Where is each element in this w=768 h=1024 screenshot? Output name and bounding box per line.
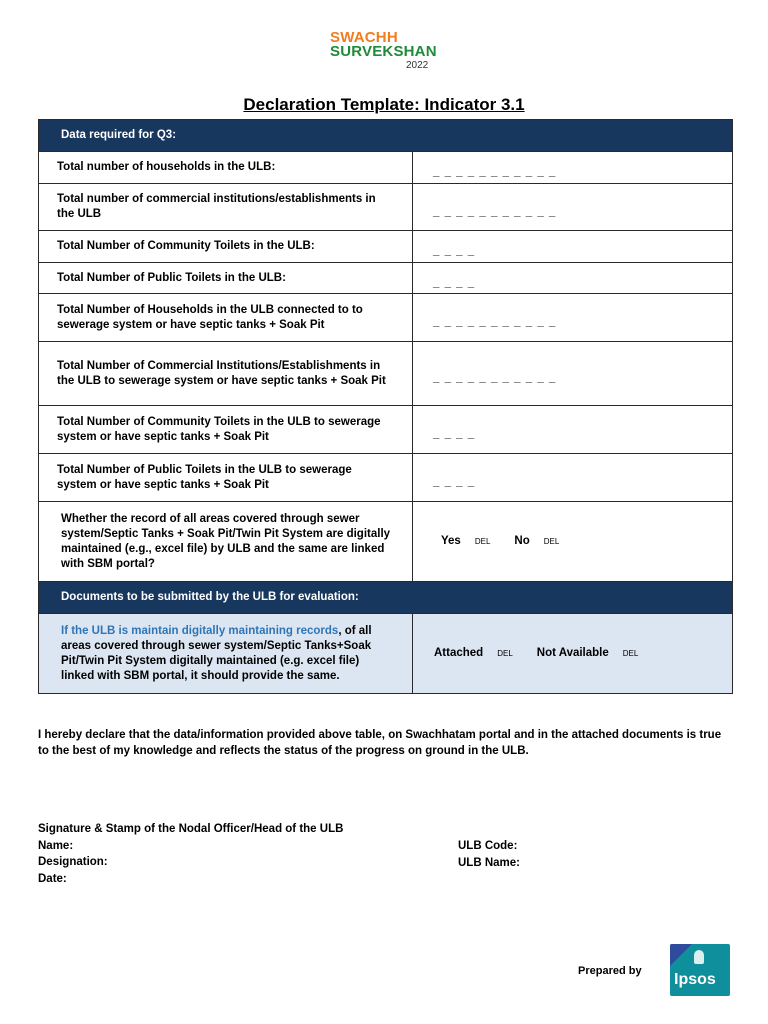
table-row <box>39 152 733 184</box>
page-title: Declaration Template: Indicator 3.1 <box>243 95 525 114</box>
table-header-docs: Documents to be submitted by the ULB for evaluation: <box>39 582 733 614</box>
row-question: Total Number of Community Toilets in the ULB: <box>39 231 413 263</box>
documents-text: If the ULB is maintain digitally maintaining records, of all areas covered through sewer system/Septic Tanks+Soak Pit/Twin Pit System digitally maintained (e.g. excel file) linked with SBM portal, it should provide the same. <box>39 614 413 694</box>
row-question: Total Number of Households in the ULB connected to to sewerage system or have septic tanks + Soak Pit <box>39 294 413 342</box>
ulb-code-label: ULB Code: <box>458 840 518 852</box>
del-mark: DEL <box>474 537 491 546</box>
no-option[interactable]: No DEL <box>514 535 560 547</box>
del-mark: DEL <box>543 537 560 546</box>
table-row <box>39 184 733 231</box>
logo-line1: SWACHH <box>330 29 398 46</box>
logo-year: 2022 <box>406 60 429 71</box>
row-question: Total Number of Public Toilets in the ULB to sewerage system or have septic tanks + Soak Pit <box>39 454 413 502</box>
del-mark: DEL <box>497 649 513 658</box>
swachh-survekshan-logo <box>328 30 438 72</box>
row-answer-field[interactable]: _ _ _ _ <box>413 406 733 454</box>
row-answer-field[interactable]: _ _ _ _ _ _ _ _ _ _ _ <box>413 184 733 231</box>
not-available-option[interactable]: Not Available DEL <box>536 647 639 659</box>
row-answer-field[interactable]: _ _ _ _ _ _ _ _ _ _ _ <box>413 152 733 184</box>
row-question: Total number of commercial institutions/establishments in the ULB <box>39 184 413 231</box>
declaration-table <box>38 119 733 694</box>
date-label: Date: <box>38 872 67 885</box>
logo-line2: SURVEKSHAN <box>330 43 437 60</box>
table-row <box>39 294 733 342</box>
ulb-block <box>458 838 520 871</box>
ipsos-head-icon <box>694 950 704 964</box>
doc-link-text: If the ULB is maintain digitally maintaining records <box>61 624 339 637</box>
table-row <box>39 454 733 502</box>
attached-option[interactable]: Attached DEL <box>434 647 513 659</box>
row-question: Total Number of Commercial Institutions/Establishments in the ULB to sewerage system or have septic tanks + Soak Pit <box>39 342 413 406</box>
row-question: Total Number of Public Toilets in the ULB: <box>39 263 413 294</box>
signature-heading: Signature & Stamp of the Nodal Officer/Head of the ULB <box>38 823 344 835</box>
row-answer-field[interactable]: _ _ _ _ <box>413 263 733 294</box>
table-row <box>39 231 733 263</box>
row-answer-field[interactable]: _ _ _ _ _ _ _ _ _ _ _ <box>413 342 733 406</box>
row-answer-field[interactable]: _ _ _ _ <box>413 454 733 502</box>
ulb-name-label: ULB Name: <box>458 856 520 869</box>
row-answer-field[interactable]: _ _ _ _ _ _ _ _ _ _ _ <box>413 294 733 342</box>
attachment-options <box>413 614 733 694</box>
ipsos-logo <box>670 944 730 996</box>
table-row <box>39 263 733 294</box>
ipsos-logo-text: Ipsos <box>674 971 716 988</box>
documents-row <box>39 614 733 694</box>
table-row <box>39 406 733 454</box>
prepared-by-label: Prepared by <box>578 965 642 977</box>
del-mark: DEL <box>622 649 639 658</box>
row-question: Total number of households in the ULB: <box>39 152 413 184</box>
name-label: Name: <box>38 839 74 852</box>
row-question: Total Number of Community Toilets in the ULB to sewerage system or have septic tanks + Soak Pit <box>39 406 413 454</box>
record-row <box>39 502 733 582</box>
table-header-q3: Data required for Q3: <box>39 120 733 152</box>
ipsos-corner-shape <box>670 944 692 966</box>
signature-block <box>38 821 343 887</box>
table-row <box>39 342 733 406</box>
row-answer-field[interactable]: _ _ _ _ <box>413 231 733 263</box>
yes-option[interactable]: Yes DEL <box>441 535 491 547</box>
designation-label: Designation: <box>38 856 108 868</box>
record-question: Whether the record of all areas covered through sewer system/Septic Tanks + Soak Pit/Twin Pit System are digitally maintained (e.g., excel file) by ULB and the same are linked with SBM portal? <box>39 502 413 582</box>
yes-no-options <box>413 502 733 582</box>
declaration-statement: I hereby declare that the data/information provided above table, on Swachhatam portal and in the attached documents is true to the best of my knowledge and reflects the status of the progress on ground in the ULB. <box>38 729 722 757</box>
